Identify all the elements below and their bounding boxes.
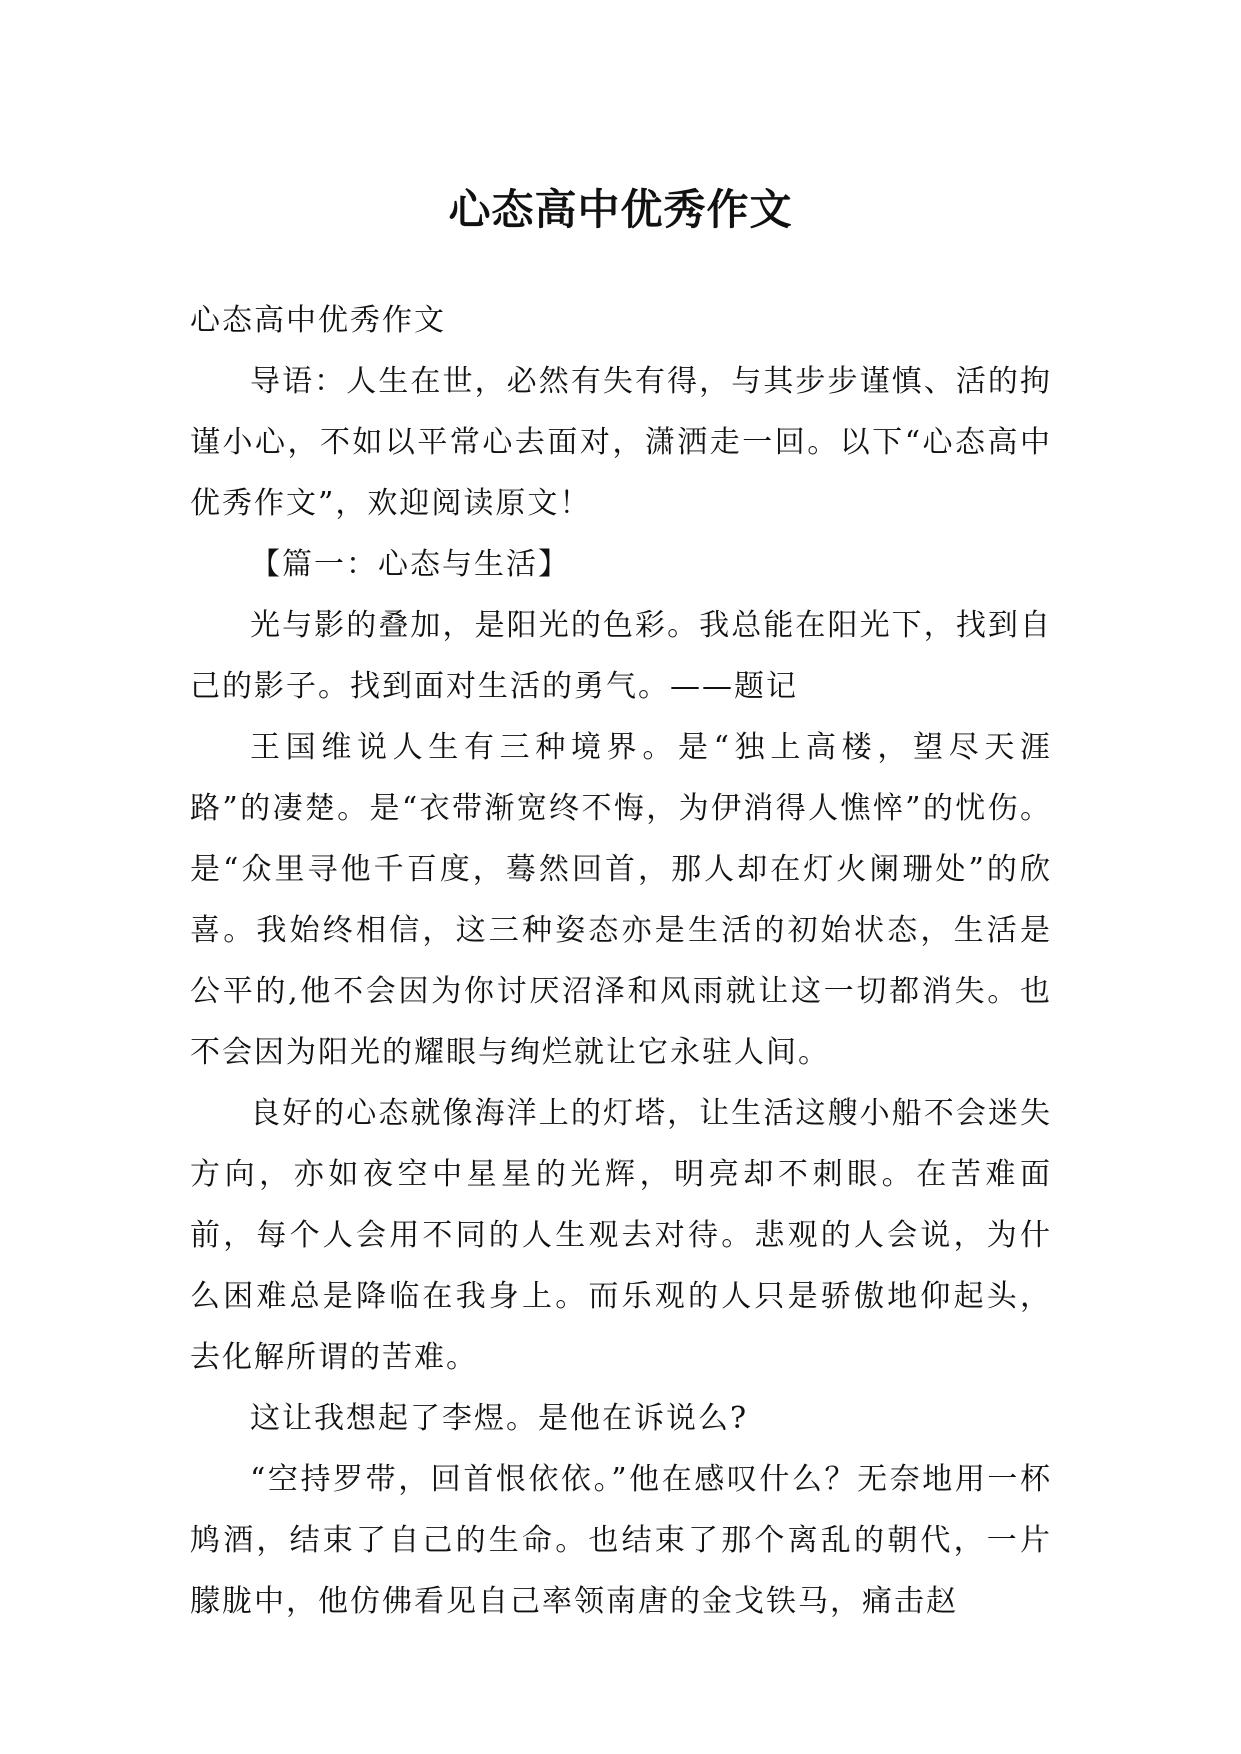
subtitle-paragraph: 心态高中优秀作文 [190, 303, 446, 338]
section-heading: 【篇一：心态与生活】 [250, 547, 570, 582]
body-paragraph: 良好的心态就像海洋上的灯塔，让生活这艘小船不会迷失方向，亦如夜空中星星的光辉，明亮却不刺眼。在苦难面前，每个人会用不同的人生观去对待。悲观的人会说，为什么困难总是降临在我身上。而乐观的人只是骄傲地仰起头，去化解所谓的苦难。 [190, 1096, 1052, 1375]
document-title: 心态高中优秀作文 [448, 185, 793, 235]
document-body [190, 290, 1052, 1632]
intro-paragraph: 导语：人生在世，必然有失有得，与其步步谨慎、活的拘谨小心，不如以平常心去面对，潇洒走一回。以下“心态高中优秀作文”，欢迎阅读原文！ [190, 364, 1052, 521]
body-paragraph: “空持罗带，回首恨依依。”他在感叹什么？无奈地用一杯鸠酒，结束了自己的生命。也结束了那个离乱的朝代，一片朦胧中，他仿佛看见自己率领南唐的金戈铁马，痛击赵 [190, 1462, 1052, 1619]
body-paragraph: 王国维说人生有三种境界。是“独上高楼，望尽天涯路”的凄楚。是“衣带渐宽终不悔，为伊消得人憔悴”的忧伤。是“众里寻他千百度，蓦然回首，那人却在灯火阑珊处”的欣喜。我始终相信，这三种姿态亦是生活的初始状态，生活是公平的,他不会因为你讨厌沼泽和风雨就让这一切都消失。也不会因为阳光的耀眼与绚烂就让它永驻人间。 [190, 730, 1052, 1070]
body-paragraph: 这让我想起了李煜。是他在诉说么? [250, 1401, 749, 1436]
epigraph-paragraph: 光与影的叠加，是阳光的色彩。我总能在阳光下，找到自己的影子。找到面对生活的勇气。——题记 [190, 608, 1052, 704]
